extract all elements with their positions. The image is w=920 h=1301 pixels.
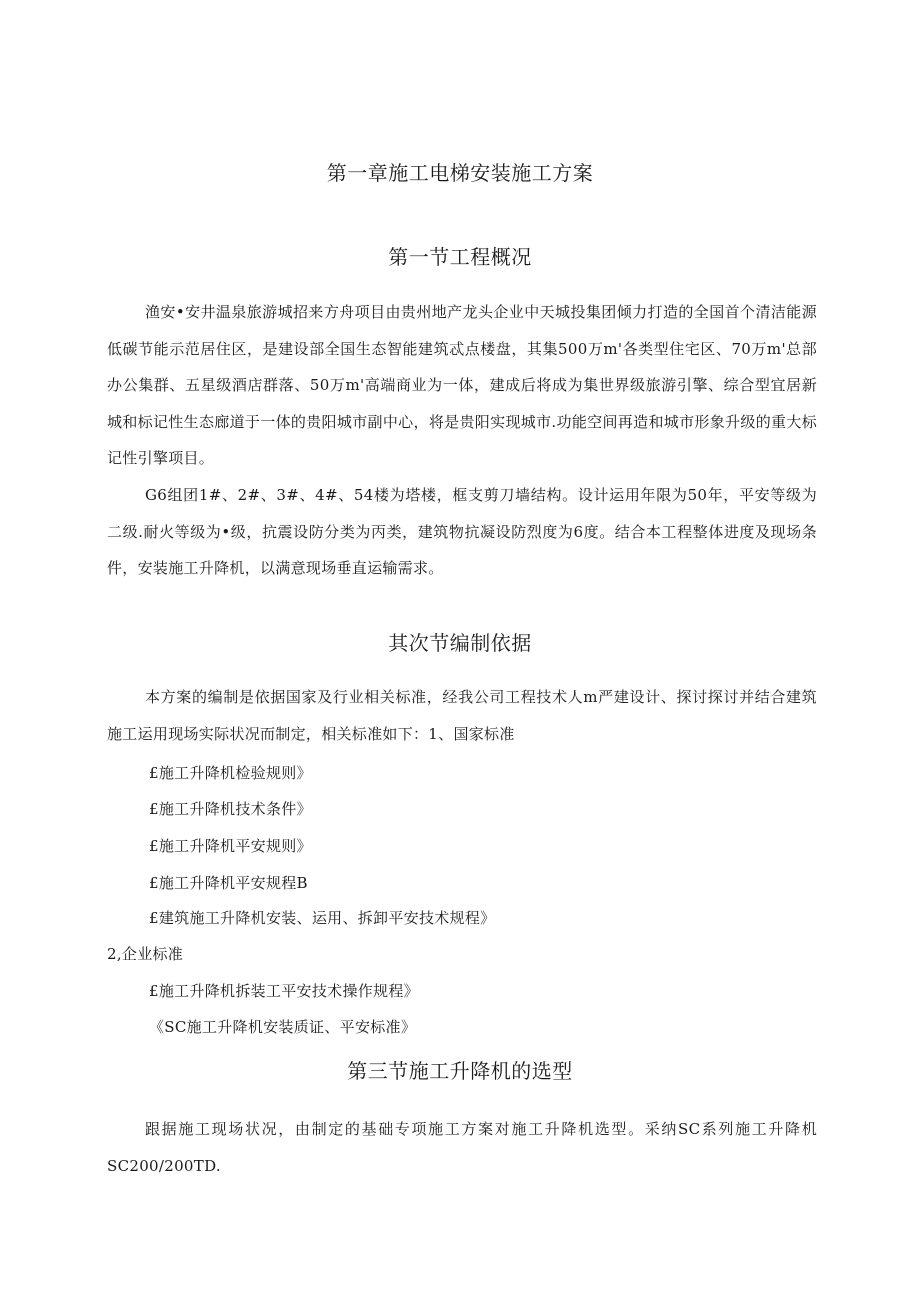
standard-item: 《SC施工升降机安装质证、平安标准》 — [149, 1018, 417, 1036]
enterprise-standard-label: 2,企业标准 — [107, 945, 184, 963]
basis-paragraph: 本方案的编制是依据国家及行业相关标准，经我公司工程技术人m严建设计、探讨探讨并结合建筑施工运用现场实际状况而制定，相关标准如下：1、国家标准 — [107, 688, 817, 743]
standard-item: £施工升降机检验规则》 — [149, 764, 312, 782]
standard-item: £建筑施工升降机安装、运用、拆卸平安技术规程》 — [149, 909, 496, 927]
section-title-basis: 其次节编制依据 — [388, 631, 532, 655]
standard-item: £施工升降机技术条件》 — [149, 800, 312, 818]
section-title-overview: 第一节工程概况 — [388, 245, 532, 269]
chapter-title: 第一章施工电梯安装施工方案 — [326, 161, 594, 185]
overview-paragraph-1: 渔安•安井温泉旅游城招来方舟项目由贵州地产龙头企业中天城投集团倾力打造的全国首个清洁能源低碳节能示范居住区，是建设部全国生态智能建筑忒点楼盘，其集500万m'各类型住宅区、70万m'总部办公集群、五星级酒店群落、50万m'高端商业为一体，建成后将成为集世界级旅游引擎、综合型宜居新城和标记性生态廊道于一体的贵阳城市副中心，将是贵阳实现城市.功能空间再造和城市形象升级的重大标记性引擎项目。 — [107, 303, 817, 468]
selection-paragraph: 跟据施工现场状况，由制定的基础专项施工方案对施工升降机选型。采纳SC系列施工升降机SC200/200TD. — [107, 1120, 817, 1175]
overview-paragraph-2: G6组团1#、2#、3#、4#、54楼为塔楼，框支剪刀墙结构。设计运用年限为50年，平安等级为二级.耐火等级为•级，抗震设防分类为丙类，建筑物抗凝设防烈度为6度。结合本工程整体进度及现场条件，安装施工升降机，以满意现场垂直运输需求。 — [107, 486, 817, 578]
section-title-selection: 第三节施工升降机的选型 — [347, 1059, 573, 1083]
standard-item: £施工升降机拆装工平安技术操作规程》 — [149, 982, 419, 1000]
standard-item: £施工升降机平安规则》 — [149, 837, 312, 855]
standard-item: £施工升降机平安规程B — [149, 874, 308, 892]
